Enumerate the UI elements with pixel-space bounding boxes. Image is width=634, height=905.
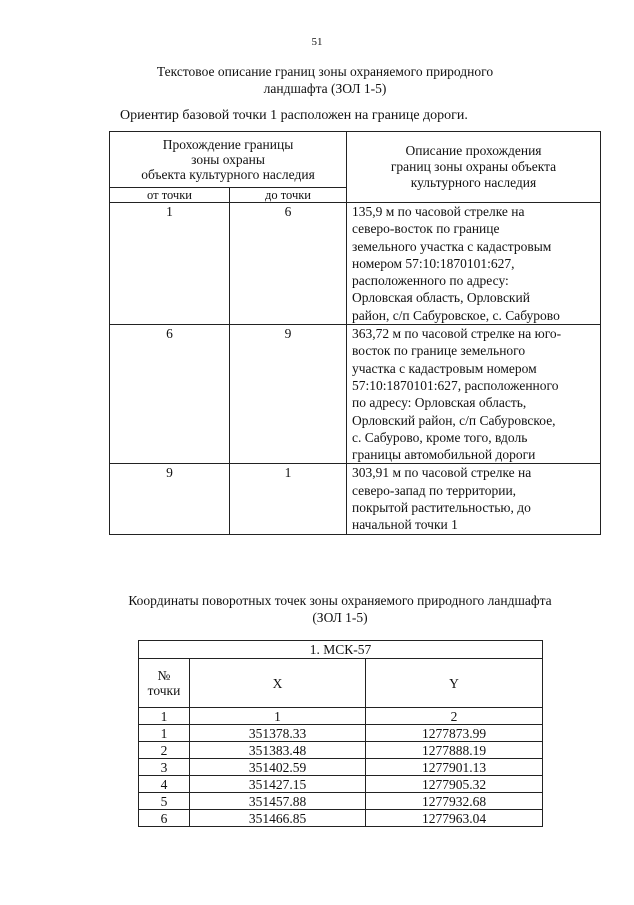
- description-line: по адресу: Орловская область,: [352, 395, 527, 411]
- table-row: [139, 742, 543, 759]
- description-line: участка с кадастровым номером: [352, 360, 537, 376]
- point-number-cell: 6: [139, 810, 190, 827]
- point-number-cell: 5: [139, 793, 190, 810]
- column-index-row: [139, 708, 543, 725]
- header-route: [110, 132, 347, 188]
- table-row: [139, 725, 543, 742]
- description-line: с. Сабурово, кроме того, вдоль: [352, 429, 528, 445]
- index-cell: 1: [139, 708, 190, 725]
- description-line: расположенного по адресу:: [352, 273, 509, 289]
- header-route-line: объекта культурного наследия: [141, 167, 315, 182]
- description-line: 303,91 м по часовой стрелке на: [352, 465, 532, 481]
- section-title-line-1: Текстовое описание границ зоны охраняемого природного: [156, 64, 494, 79]
- from-point-cell: 6: [110, 325, 230, 464]
- header-description: [347, 132, 601, 203]
- table-row: [139, 793, 543, 810]
- description-line: северо-запад по территории,: [352, 482, 517, 498]
- from-point-cell: 1: [110, 203, 230, 325]
- header-route-line: зоны охраны: [191, 152, 265, 167]
- description-cell: [347, 325, 601, 464]
- y-coordinate-cell: 1277932.68: [366, 793, 543, 810]
- index-cell: 1: [190, 708, 366, 725]
- header-point-number: [139, 659, 190, 708]
- section-title-line-1: Координаты поворотных точек зоны охраняемого природного ландшафта: [128, 593, 552, 608]
- description-cell: [347, 203, 601, 325]
- from-point-cell: 9: [110, 464, 230, 534]
- x-coordinate-cell: 351383.48: [190, 742, 366, 759]
- header-from-point: от точки: [110, 188, 230, 203]
- y-coordinate-cell: 1277901.13: [366, 759, 543, 776]
- description-line: 135,9 м по часовой стрелке на: [352, 204, 525, 219]
- y-coordinate-cell: 1277888.19: [366, 742, 543, 759]
- description-line: северо-восток по границе: [352, 221, 500, 237]
- point-number-cell: 2: [139, 742, 190, 759]
- landmark-note: Ориентир базовой точки 1 расположен на границе дороги.: [120, 108, 468, 123]
- description-line: покрытой растительностью, до: [352, 500, 531, 516]
- point-number-cell: 1: [139, 725, 190, 742]
- x-coordinate-cell: 351378.33: [190, 725, 366, 742]
- description-line: Орловская область, Орловский: [352, 290, 530, 306]
- y-coordinate-cell: 1277963.04: [366, 810, 543, 827]
- description-line: начальной точки 1: [352, 517, 458, 533]
- x-coordinate-cell: 351466.85: [190, 810, 366, 827]
- description-line: район, с/п Сабуровское, с. Сабурово: [352, 307, 560, 323]
- y-coordinate-cell: 1277905.32: [366, 776, 543, 793]
- x-coordinate-cell: 351457.88: [190, 793, 366, 810]
- point-number-cell: 4: [139, 776, 190, 793]
- table-row: [139, 759, 543, 776]
- description-line: восток по границе земельного: [352, 343, 526, 359]
- description-line: 57:10:1870101:627, расположенного: [352, 377, 559, 393]
- description-line: земельного участка с кадастровым: [352, 238, 552, 254]
- coordinates-table: [138, 640, 543, 827]
- boundary-description-table: [109, 131, 601, 535]
- header-point-number-label: точки: [147, 683, 181, 698]
- x-coordinate-cell: 351427.15: [190, 776, 366, 793]
- table-row: [110, 203, 601, 325]
- header-to-point: до точки: [230, 188, 347, 203]
- description-line: номером 57:10:1870101:627,: [352, 255, 515, 271]
- section-title-line-2: (ЗОЛ 1-5): [312, 610, 368, 625]
- table-row: [110, 464, 601, 534]
- section-title-line-2: ландшафта (ЗОЛ 1-5): [263, 81, 387, 96]
- header-x: X: [190, 659, 366, 708]
- point-number-cell: 3: [139, 759, 190, 776]
- y-coordinate-cell: 1277873.99: [366, 725, 543, 742]
- header-description-line: Описание прохождения: [405, 143, 542, 158]
- table-row: [110, 325, 601, 464]
- page-number: 51: [311, 36, 323, 48]
- to-point-cell: 9: [230, 325, 347, 464]
- header-y: Y: [366, 659, 543, 708]
- index-cell: 2: [366, 708, 543, 725]
- header-description-line: границ зоны охраны объекта: [390, 159, 557, 174]
- coordinate-system-header: 1. МСК-57: [139, 641, 543, 659]
- description-line: границы автомобильной дороги: [352, 447, 536, 463]
- to-point-cell: 1: [230, 464, 347, 534]
- to-point-cell: 6: [230, 203, 347, 325]
- description-cell: [347, 464, 601, 534]
- section-title-coordinates: [80, 592, 600, 626]
- section-title-boundaries: [100, 63, 550, 97]
- table-row: [139, 810, 543, 827]
- table-row: [139, 776, 543, 793]
- header-route-line: Прохождение границы: [162, 137, 294, 152]
- header-description-line: культурного наследия: [410, 175, 537, 190]
- header-point-number-symbol: №: [157, 668, 171, 683]
- description-line: Орловский район, с/п Сабуровское,: [352, 412, 556, 428]
- x-coordinate-cell: 351402.59: [190, 759, 366, 776]
- description-line: 363,72 м по часовой стрелке на юго-: [352, 326, 562, 342]
